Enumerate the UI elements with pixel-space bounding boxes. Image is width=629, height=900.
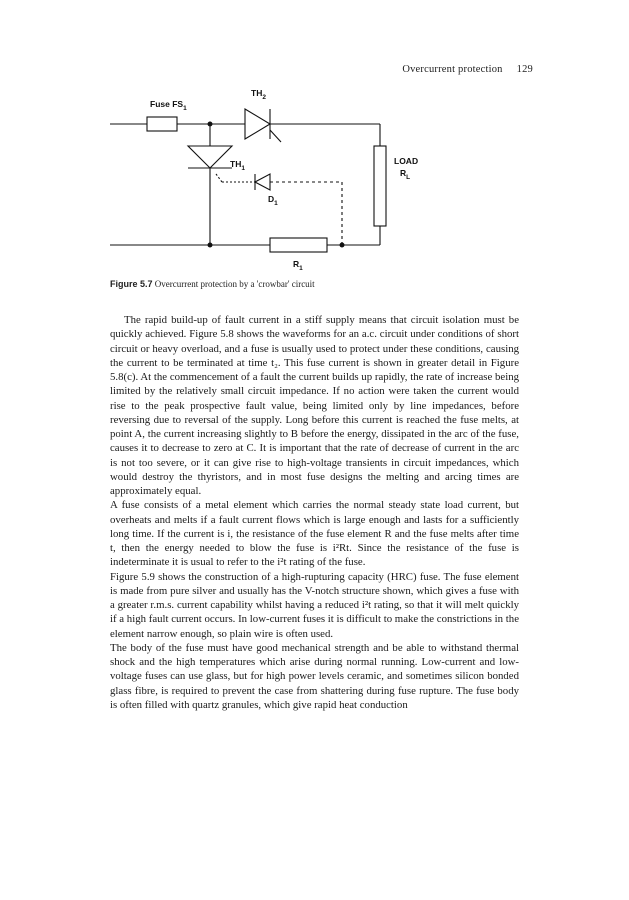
junction-dot-bottom-left [208,243,213,248]
running-head [402,64,533,75]
th1-gate-lead [216,174,222,182]
running-title: Overcurrent protection [402,64,503,75]
th1-thyristor-symbol [188,146,232,168]
paragraph: A fuse consists of a metal element which carries the normal steady state load current, but overheats and melts if a fault current flows which is large enough and lasts for a sufficiently long time. If the current is i, the resistance of the fuse element R and the fuse melts after time t, then the energy needed to blow the fuse is i²Rt. Since the resistance of the fuse is indeterminate it is usual to refer to the i²t rating of the fuse. [110,499,519,569]
label-rl: $R_L$ [400,168,411,181]
paragraph: The rapid build-up of fault current in a stiff supply means that circuit isolation must be quickly achieved. Figure 5.8 shows the waveforms for an a.c. circuit under conditions of short circuit or heavy overload, and a fuse is usually used to protect under these conditions, causing the current to be terminated at time t₂. This fuse current is shown in greater detail in Figure 5.8(c). At the commencement of a fault the current builds up rapidly, the rate of increase being limited by the relatively small circuit impedance. If no action were taken the current would rise to the peak prospective fault value, being limited only by line impedances, before reversing due to reversal of the supply. Long before this current is reached the fuse melts, at point A, the current increasing slightly to B before the energy, dissipated in the arc of the fuse, causes it to decrease to zero at C. It is important that the rate of decrease of current in the arc is not too severe, or it can give rise to high-voltage transients in circuit impedances, which would destroy the thyristors, and in most fuse designs the melting and arcing times are approximately equal. [110,314,519,497]
label-th2: $TH_2$ [251,88,266,101]
paragraph: The body of the fuse must have good mechanical strength and be able to withstand thermal shock and the high temperatures which arise during normal running. Low-current and low-voltage fuses can use glass, but for high power levels ceramic, and sometimes silicon bonded glass fibre, is required to prevent the case from shattering during fuse rupture. The fuse body is often filled with quartz granules, which give rapid heat conduction [110,641,519,711]
th2-thyristor-symbol [245,109,270,139]
paragraph: Figure 5.9 shows the construction of a high-rupturing capacity (HRC) fuse. The fuse element is made from pure silver and usually has the V-notch structure shown, which gives a fuse with a greater r.m.s. current capability whilst having a reduced i²t rating, so that it will melt quickly if a high fault current occurs. In low-current fuses it is difficult to make the constrictions in the element narrow enough, so plain wire is often used. [110,570,519,640]
label-load: LOAD [394,156,419,166]
label-th1: $TH_1$ [230,159,245,172]
label-r1: $R_1$ [293,259,303,272]
label-fuse-fs1: Fuse $FS_1$ [150,99,187,112]
page-number: 129 [516,64,533,75]
body-text [110,313,519,712]
d1-diode-symbol [255,174,270,190]
th2-gate-lead [270,130,281,142]
circuit-diagram [110,78,430,278]
fuse-fs1-symbol [147,117,177,131]
junction-dot-top [208,122,213,127]
junction-dot-bottom-right [340,243,345,248]
crowbar-circuit-figure [110,78,430,278]
label-d1: $D_1$ [268,194,278,207]
caption-text: Overcurrent protection by a 'crowbar' circuit [152,279,315,289]
figure-caption [110,279,510,289]
resistor-r1-symbol [270,238,327,252]
load-rl-symbol [374,146,386,226]
caption-number: Figure 5.7 [110,279,153,289]
